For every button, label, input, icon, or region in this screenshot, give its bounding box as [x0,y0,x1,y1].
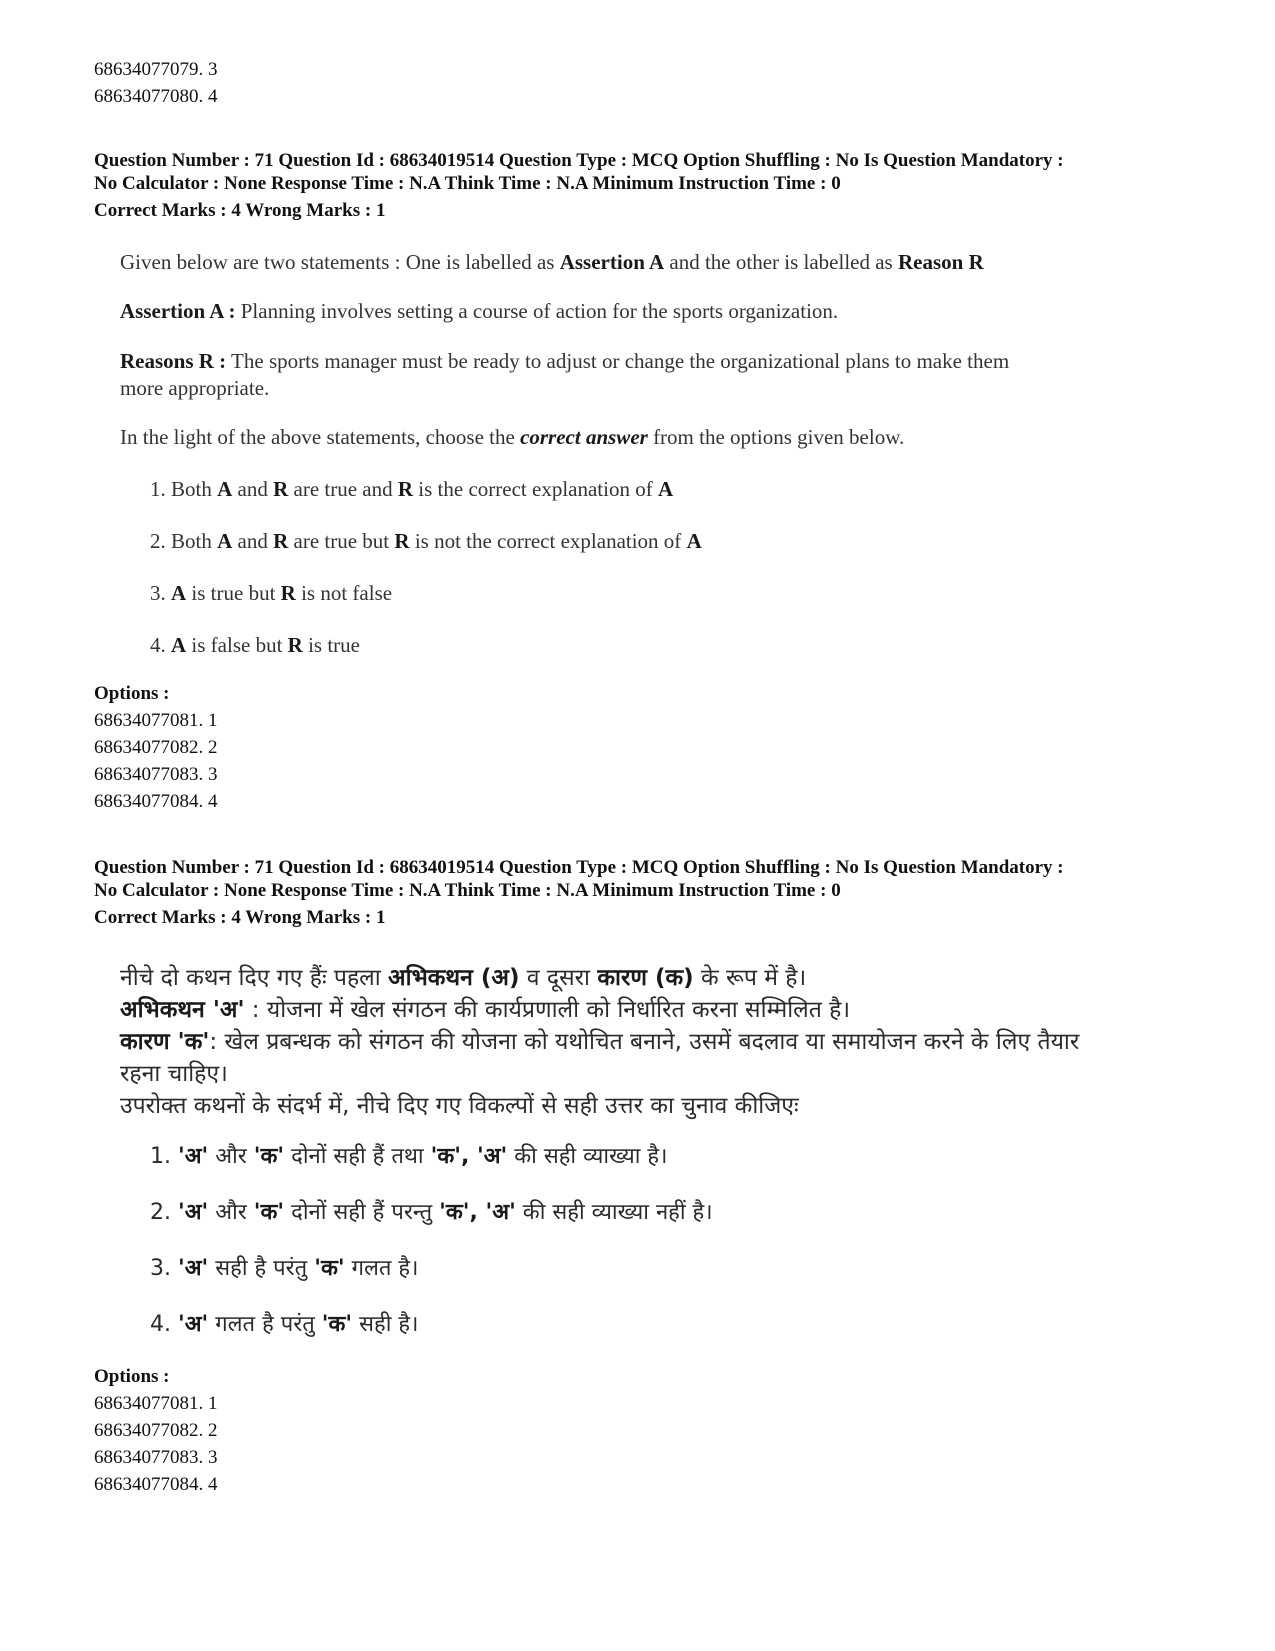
reason-statement-hindi: कारण 'क': खेल प्रबन्धक को संगठन की योजना को यथोचित बनाने, उसमें बदलाव या समायोजन करने के लिए तैयार [120,1029,1080,1055]
question-meta-line: Question Number : 71 Question Id : 68634019514 Question Type : MCQ Option Shuffling : No Is Question Mandatory : [94,150,1064,171]
options-label: Options : [94,1366,170,1387]
option-line: 68634077079. 3 [94,59,218,80]
question-instruction: In the light of the above statements, choose the correct answer from the options given below. [120,425,905,449]
reason-statement: Reasons R : The sports manager must be ready to adjust or change the organizational plans to make them [120,349,1010,373]
option-line: 68634077081. 1 [94,1393,218,1414]
question-meta-line: Question Number : 71 Question Id : 68634019514 Question Type : MCQ Option Shuffling : No Is Question Mandatory : [94,857,1064,878]
option-line: 68634077083. 3 [94,1447,218,1468]
answer-choice-4: 4. A is false but R is true [150,633,360,657]
question-meta-line: No Calculator : None Response Time : N.A Think Time : N.A Minimum Instruction Time : 0 [94,880,841,901]
question-intro-hindi: नीचे दो कथन दिए गए हैंः पहला अभिकथन (अ) व दूसरा कारण (क) के रूप में है। [120,965,807,991]
question-instruction-hindi: उपरोक्त कथनों के संदर्भ में, नीचे दिए गए विकल्पों से सही उत्तर का चुनाव कीजिएः [120,1093,799,1119]
answer-choice-1-hindi: 1. 'अ' और 'क' दोनों सही हैं तथा 'क', 'अ' की सही व्याख्या है। [150,1144,668,1169]
answer-choice-2: 2. Both A and R are true but R is not the correct explanation of A [150,529,702,553]
option-line: 68634077080. 4 [94,86,218,107]
question-meta-line: No Calculator : None Response Time : N.A Think Time : N.A Minimum Instruction Time : 0 [94,173,841,194]
assertion-statement: Assertion A : Planning involves setting a course of action for the sports organization. [120,299,839,323]
answer-choice-3: 3. A is true but R is not false [150,581,393,605]
question-marks: Correct Marks : 4 Wrong Marks : 1 [94,907,386,928]
options-label: Options : [94,683,170,704]
answer-choice-2-hindi: 2. 'अ' और 'क' दोनों सही हैं परन्तु 'क', 'अ' की सही व्याख्या नहीं है। [150,1200,713,1225]
option-line: 68634077081. 1 [94,710,218,731]
option-line: 68634077084. 4 [94,1474,218,1495]
answer-choice-4-hindi: 4. 'अ' गलत है परंतु 'क' सही है। [150,1312,419,1337]
answer-choice-3-hindi: 3. 'अ' सही है परंतु 'क' गलत है। [150,1256,419,1281]
answer-choice-1: 1. Both A and R are true and R is the correct explanation of A [150,477,674,501]
option-line: 68634077084. 4 [94,791,218,812]
option-line: 68634077082. 2 [94,1420,218,1441]
question-intro: Given below are two statements : One is labelled as Assertion A and the other is labelled as Reason R [120,250,984,274]
reason-statement-hindi-cont: रहना चाहिए। [120,1061,228,1087]
question-marks: Correct Marks : 4 Wrong Marks : 1 [94,200,386,221]
assertion-statement-hindi: अभिकथन 'अ' : योजना में खेल संगठन की कार्यप्रणाली को निर्धारित करना सम्मिलित है। [120,997,851,1023]
option-line: 68634077082. 2 [94,737,218,758]
reason-statement-cont: more appropriate. [120,376,270,400]
option-line: 68634077083. 3 [94,764,218,785]
